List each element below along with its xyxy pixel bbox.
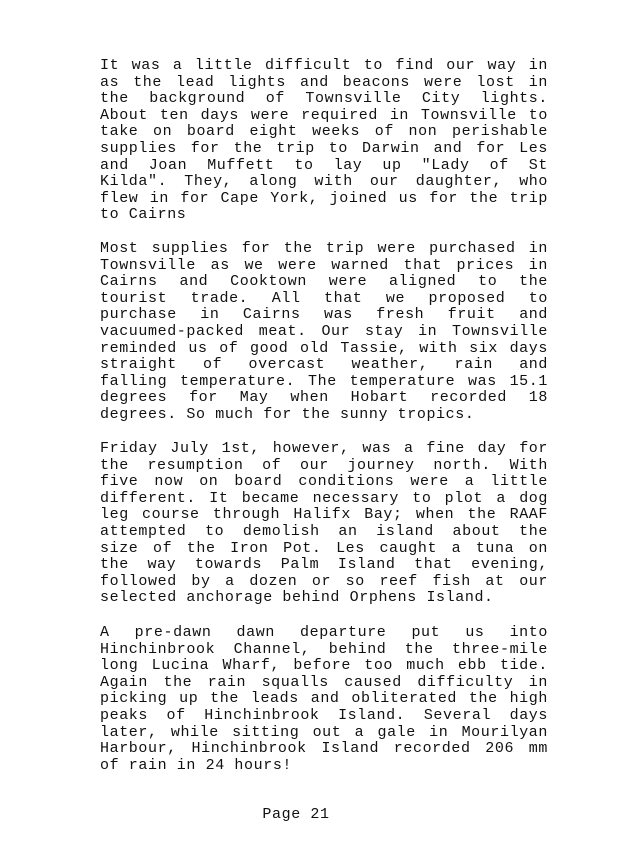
text-line: reminded us of good old Tassie, with six days (100, 339, 548, 357)
text-line: Hinchinbrook Channel, behind the three-mile (100, 640, 548, 658)
text-line: the resumption of our journey north. With (100, 456, 548, 474)
paragraph-3 (100, 441, 548, 607)
paragraph-4 (100, 625, 548, 774)
paragraph-1 (100, 58, 548, 224)
text-line: vacuumed-packed meat. Our stay in Townsville (100, 322, 548, 340)
text-line: different. It became necessary to plot a dog (100, 489, 548, 507)
paragraph-2 (100, 241, 548, 424)
text-line: leg course through Halifx Bay; when the RAAF (100, 506, 548, 524)
text-line: Most supplies for the trip were purchased in (100, 240, 548, 257)
text-line: attempted to demolish an island about the (100, 522, 548, 540)
text-line: selected anchorage behind Orphens Island. (100, 589, 494, 607)
text-line: Friday July 1st, however, was a fine day for (100, 440, 548, 457)
text-line: Again the rain squalls caused difficulty in (100, 673, 548, 691)
text-line: later, while sitting out a gale in Mourilyan (100, 723, 548, 741)
text-line: long Lucina Wharf, before too much ebb tide. (100, 657, 548, 675)
text-line: Kilda". They, along with our daughter, who (100, 173, 548, 191)
text-line: flew in for Cape York, joined us for the trip (100, 189, 548, 207)
text-line: Cairns and Cooktown were aligned to the (100, 273, 548, 291)
text-line: as the lead lights and beacons were lost in (100, 73, 548, 91)
text-line: of rain in 24 hours! (100, 756, 293, 774)
text-line: the background of Townsville City lights. (100, 90, 548, 108)
text-line: About ten days were required in Townsville to (100, 106, 548, 124)
text-line: A pre-dawn dawn departure put us into (100, 624, 548, 641)
text-line: degrees for May when Hobart recorded 18 (100, 389, 548, 407)
text-line: five now on board conditions were a little (100, 473, 548, 491)
text-line: size of the Iron Pot. Les caught a tuna on (100, 539, 548, 557)
text-line: Townsville as we were warned that prices in (100, 256, 548, 274)
text-line: straight of overcast weather, rain and (100, 356, 548, 374)
text-line: peaks of Hinchinbrook Island. Several days (100, 706, 548, 724)
text-line: take on board eight weeks of non perishable (100, 123, 548, 141)
text-line: degrees. So much for the sunny tropics. (100, 405, 475, 423)
text-line: falling temperature. The temperature was 15.1 (100, 372, 548, 390)
text-line: the way towards Palm Island that evening, (100, 556, 548, 574)
text-line: supplies for the trip to Darwin and for Les (100, 139, 548, 157)
text-line: Harbour, Hinchinbrook Island recorded 206 mm (100, 740, 548, 758)
text-line: to Cairns (100, 206, 187, 224)
text-line: tourist trade. All that we proposed to (100, 289, 548, 307)
text-line: and Joan Muffett to lay up "Lady of St (100, 156, 548, 174)
text-line: picking up the leads and obliterated the high (100, 690, 548, 708)
text-line: purchase in Cairns was fresh fruit and (100, 306, 548, 324)
text-line: followed by a dozen or so reef fish at our (100, 572, 548, 590)
page-number: Page 21 (262, 806, 330, 823)
text-line: It was a little difficult to find our way in (100, 57, 548, 74)
